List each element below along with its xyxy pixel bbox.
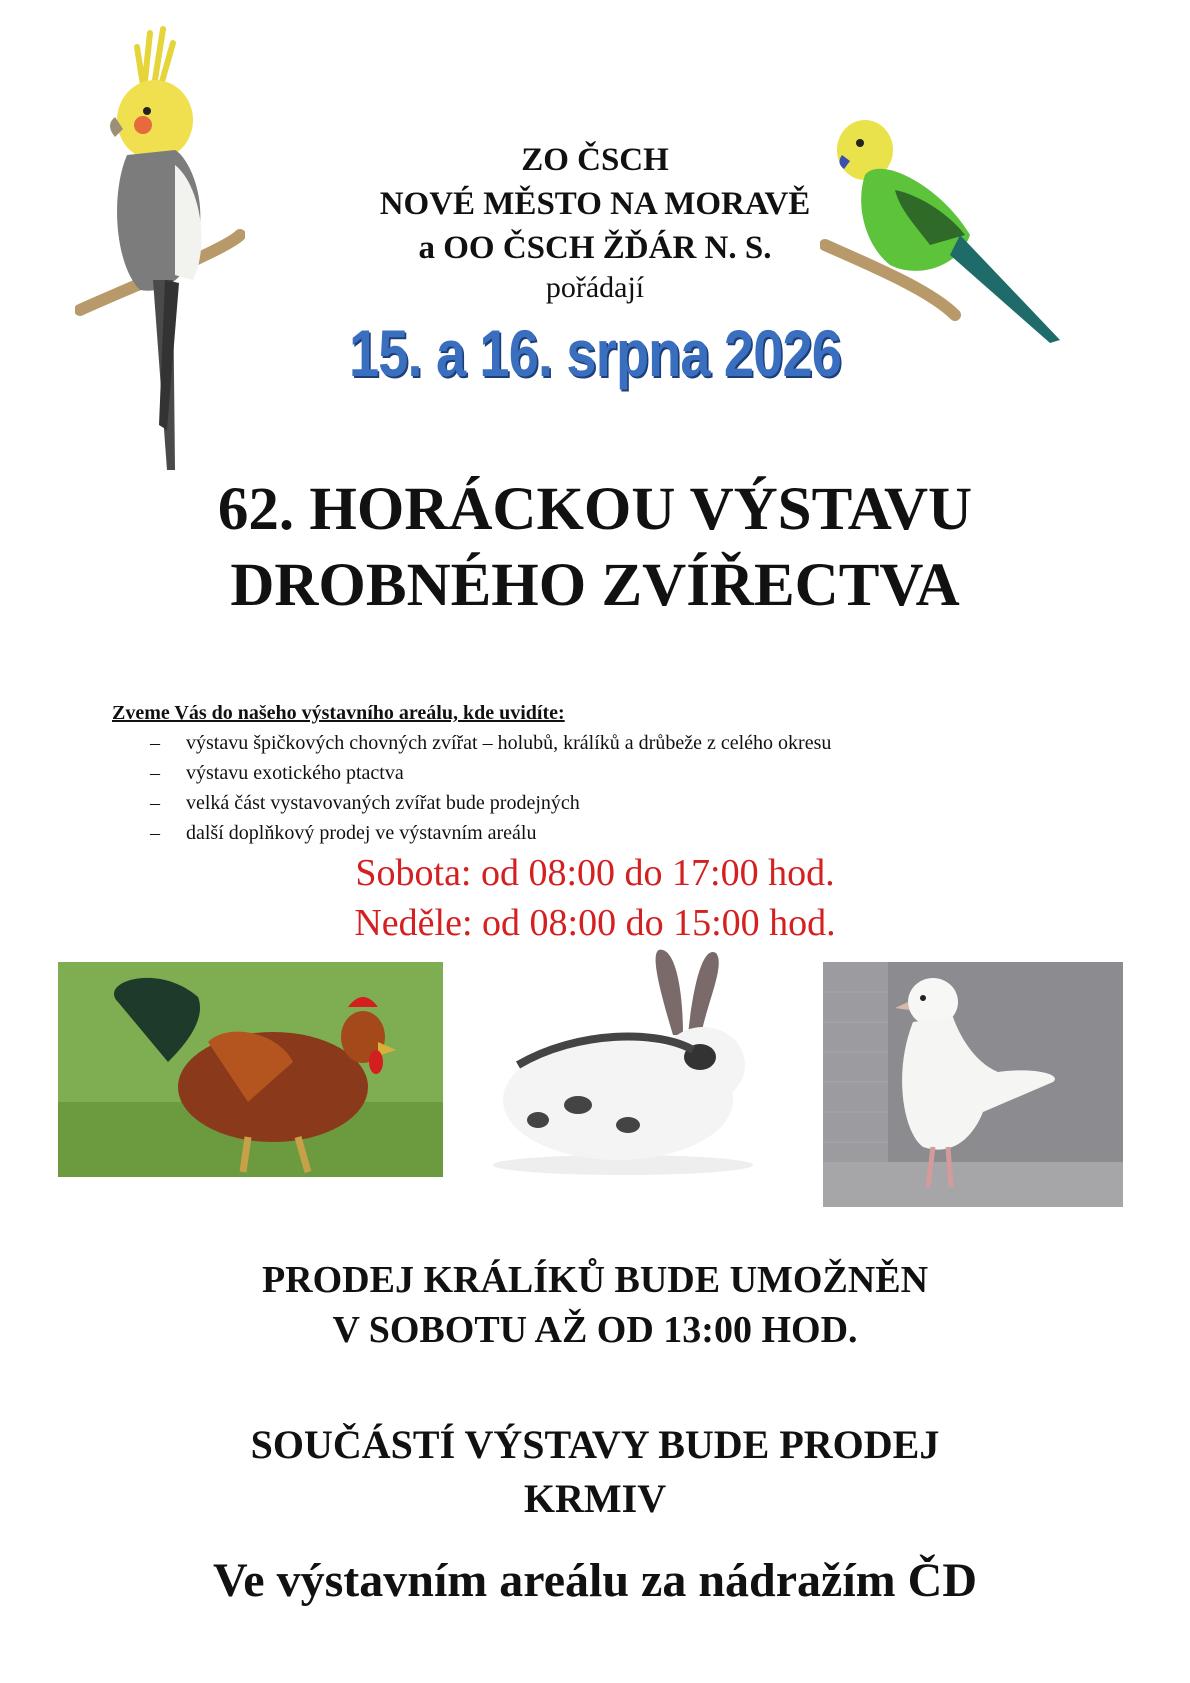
list-item: – výstavu exotického ptactva [150,758,831,788]
rabbit-sale-line-1: PRODEJ KRÁLÍKŮ BUDE UMOŽNĚN [261,1259,929,1301]
organizer-verb: pořádají [545,271,645,304]
hours-saturday: Sobota: od 08:00 do 17:00 hod. [355,852,835,894]
hours-sunday: Neděle: od 08:00 do 15:00 hod. [354,902,836,944]
list-item: – další doplňkový prodej ve výstavním areálu [150,818,831,848]
title-line-2: DROBNÉHO ZVÍŘECTVA [230,552,960,619]
list-item: – výstavu špičkových chovných zvířat – holubů, králíků a drůbeže z celého okresu [150,728,831,758]
organizer-line-1: ZO ČSCH [521,142,669,178]
invitation-intro: Zveme Vás do našeho výstavního areálu, kde uvidíte: [112,702,565,724]
feed-sale-line-2: KRMIV [523,1476,667,1521]
event-date: 15. a 16. srpna 2026 [348,316,842,390]
invitation-list [150,728,831,848]
rabbit-sale-line-2: V SOBOTU AŽ OD 13:00 HOD. [332,1309,858,1351]
rooster-photo [58,962,443,1177]
organizer-line-3: a OO ČSCH ŽĎÁR N. S. [418,230,772,266]
dove-photo [823,962,1123,1207]
rabbit-photo [478,945,768,1180]
event-location: Ve výstavním areálu za nádražím ČD [213,1554,977,1607]
title-line-1: 62. HORÁCKOU VÝSTAVU [217,476,973,543]
list-item: – velká část vystavovaných zvířat bude prodejných [150,788,831,818]
feed-sale-line-1: SOUČÁSTÍ VÝSTAVY BUDE PRODEJ [250,1422,940,1467]
organizer-line-2: NOVÉ MĚSTO NA MORAVĚ [379,186,811,222]
